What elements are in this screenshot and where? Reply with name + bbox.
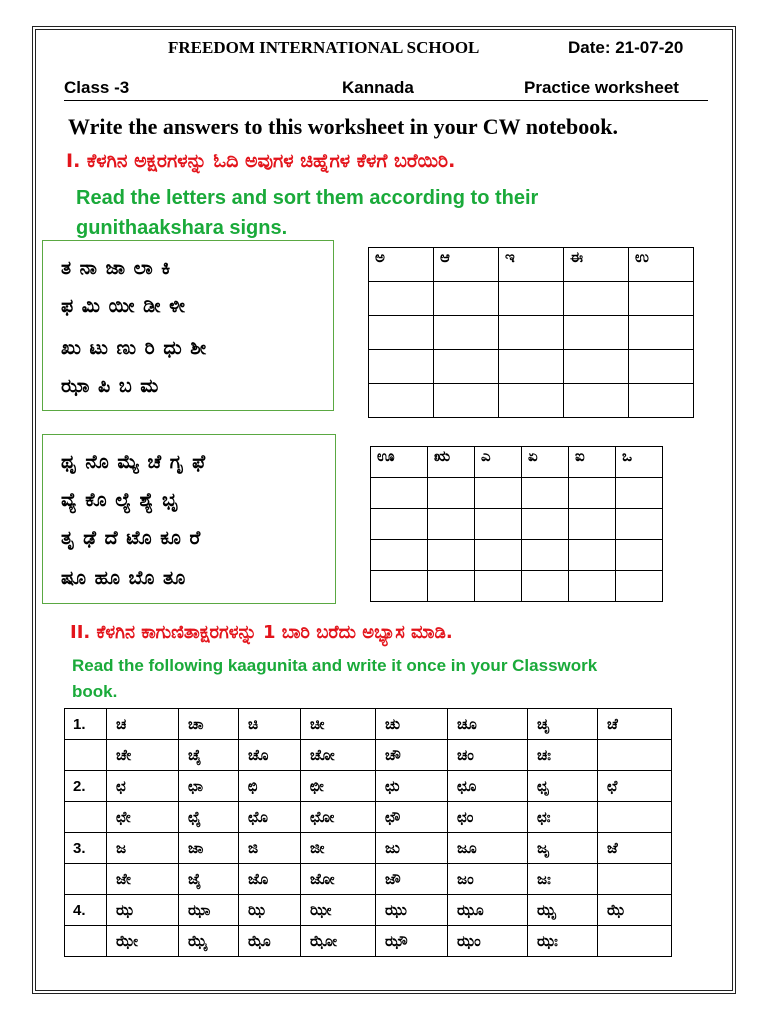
sort-table-2-header: ಒ [616, 447, 663, 478]
kaagunita-cell: ಚೊ [239, 740, 301, 771]
answer-cell[interactable] [522, 571, 569, 602]
kaagunita-cell: ಜೃ [528, 833, 598, 864]
answer-cell[interactable] [569, 571, 616, 602]
kaagunita-cell: ಛೆ [598, 771, 672, 802]
kaagunita-cell: ಛಂ [448, 802, 528, 833]
letters-box-1 [42, 240, 334, 411]
kaagunita-row-number: 4. [65, 895, 107, 926]
kaagunita-row [65, 926, 672, 957]
section1-heading-english-line2: gunithaakshara signs. [76, 217, 288, 239]
kaagunita-cell: ಝಂ [448, 926, 528, 957]
kaagunita-row-number [65, 802, 107, 833]
answer-cell[interactable] [434, 282, 499, 316]
sort-table-1-header: ಉ [629, 248, 694, 282]
school-name: FREEDOM INTERNATIONAL SCHOOL [168, 38, 480, 57]
answer-cell[interactable] [522, 478, 569, 509]
answer-cell[interactable] [475, 509, 522, 540]
kaagunita-cell: ಚೂ [448, 709, 528, 740]
kaagunita-cell [598, 802, 672, 833]
class-label: Class -3 [64, 78, 130, 97]
kaagunita-cell: ಝೂ [448, 895, 528, 926]
sort-table-1-header: ಈ [564, 248, 629, 282]
kaagunita-cell: ಛಾ [179, 771, 239, 802]
kaagunita-cell: ಝೌ [376, 926, 448, 957]
answer-cell[interactable] [428, 540, 475, 571]
kaagunita-cell: ಛೂ [448, 771, 528, 802]
kaagunita-row [65, 740, 672, 771]
section1-heading-kannada: I. ಕೆಳಗಿನ ಅಕ್ಷರಗಳನ್ನು ಓದಿ ಅವುಗಳ ಚಿಹ್ನೆಗಳ ಕೆಳಗೆ ಬರೆಯಿರಿ. [66, 150, 456, 172]
answer-cell[interactable] [428, 571, 475, 602]
sort-table-2-header: ಋ [428, 447, 475, 478]
sort-table-2-header: ಏ [522, 447, 569, 478]
kaagunita-row [65, 771, 672, 802]
answer-cell[interactable] [369, 316, 434, 350]
kaagunita-cell: ಜ [107, 833, 179, 864]
kaagunita-cell: ಚೈ [179, 740, 239, 771]
kaagunita-cell: ಜೀ [301, 833, 376, 864]
sort-table-2 [370, 446, 663, 602]
section1-heading-english-line1: Read the letters and sort them according to their [76, 187, 539, 209]
kaagunita-cell: ಛೋ [301, 802, 376, 833]
kaagunita-cell: ಝಿ [239, 895, 301, 926]
kaagunita-cell: ಛೈ [179, 802, 239, 833]
kaagunita-cell: ಜು [376, 833, 448, 864]
answer-cell[interactable] [616, 509, 663, 540]
answer-cell[interactable] [369, 282, 434, 316]
kaagunita-cell: ಜಾ [179, 833, 239, 864]
kaagunita-cell: ಛು [376, 771, 448, 802]
kaagunita-cell: ಜೇ [107, 864, 179, 895]
kaagunita-cell: ಝೈ [179, 926, 239, 957]
kaagunita-cell [598, 740, 672, 771]
kaagunita-cell: ಝಾ [179, 895, 239, 926]
kaagunita-row-number [65, 740, 107, 771]
answer-cell[interactable] [564, 384, 629, 418]
kaagunita-cell: ಚಂ [448, 740, 528, 771]
sort-table-1 [368, 247, 694, 418]
kaagunita-cell: ಛಿ [239, 771, 301, 802]
general-instruction: Write the answers to this worksheet in your CW notebook. [68, 114, 619, 139]
sort-table-1-header: ಆ [434, 248, 499, 282]
answer-cell[interactable] [564, 350, 629, 384]
kaagunita-cell: ಛೊ [239, 802, 301, 833]
answer-cell[interactable] [434, 384, 499, 418]
kaagunita-cell: ಝೇ [107, 926, 179, 957]
kaagunita-row-number [65, 864, 107, 895]
answer-cell[interactable] [569, 509, 616, 540]
kaagunita-row-number: 2. [65, 771, 107, 802]
kaagunita-cell: ಚೀ [301, 709, 376, 740]
answer-cell[interactable] [371, 540, 428, 571]
kaagunita-cell: ಜಿ [239, 833, 301, 864]
sort-table-1-header: ಇ [499, 248, 564, 282]
kaagunita-row [65, 833, 672, 864]
class-subject-row [64, 76, 708, 101]
answer-cell[interactable] [569, 478, 616, 509]
answer-cell[interactable] [569, 540, 616, 571]
letters-box-1-line: ಖು ಟು ಣು ರಿ ಧು ಶೀ [61, 337, 208, 359]
kaagunita-cell: ಚಿ [239, 709, 301, 740]
kaagunita-cell: ಚಃ [528, 740, 598, 771]
kaagunita-cell: ಜೈ [179, 864, 239, 895]
letters-box-2-line: ತೃ ಢೆ ದೆ ಟೊ ಕೂ ರೆ [61, 527, 202, 549]
kaagunita-cell: ಝೆ [598, 895, 672, 926]
kaagunita-cell: ಛ [107, 771, 179, 802]
kaagunita-table [64, 708, 672, 957]
answer-cell[interactable] [499, 350, 564, 384]
answer-cell[interactable] [522, 540, 569, 571]
answer-cell[interactable] [499, 282, 564, 316]
kaagunita-cell: ಚೇ [107, 740, 179, 771]
answer-cell[interactable] [522, 509, 569, 540]
answer-cell[interactable] [629, 350, 694, 384]
kaagunita-row-number: 3. [65, 833, 107, 864]
kaagunita-cell: ಝು [376, 895, 448, 926]
kaagunita-cell [598, 926, 672, 957]
answer-cell[interactable] [564, 282, 629, 316]
answer-cell[interactable] [434, 350, 499, 384]
kaagunita-row-number [65, 926, 107, 957]
answer-cell[interactable] [428, 509, 475, 540]
kaagunita-cell: ಜೆ [598, 833, 672, 864]
kaagunita-cell: ಚೆ [598, 709, 672, 740]
kaagunita-cell: ಜೂ [448, 833, 528, 864]
answer-cell[interactable] [629, 316, 694, 350]
kaagunita-cell: ಜೌ [376, 864, 448, 895]
answer-cell[interactable] [428, 478, 475, 509]
kaagunita-row [65, 802, 672, 833]
answer-cell[interactable] [475, 571, 522, 602]
kaagunita-cell: ಝ [107, 895, 179, 926]
kaagunita-row [65, 895, 672, 926]
section2-heading-english-line2: book. [72, 682, 118, 701]
letters-box-2-line: ವ್ಯೆ ಕೊ ಲ್ಯೆ ಶ್ಯೆ ಭೃ [61, 489, 180, 511]
letters-box-1-line: ತ ನಾ ಜಾ ಲಾ ಕಿ [61, 257, 172, 279]
answer-cell[interactable] [629, 282, 694, 316]
kaagunita-cell: ಜಃ [528, 864, 598, 895]
section2-heading-english-line1: Read the following kaagunita and write it once in your Classwork [72, 656, 598, 675]
sort-table-2-header: ಐ [569, 447, 616, 478]
kaagunita-cell: ಝೋ [301, 926, 376, 957]
answer-cell[interactable] [616, 478, 663, 509]
kaagunita-cell: ಛೌ [376, 802, 448, 833]
kaagunita-cell: ಚೋ [301, 740, 376, 771]
worksheet-label: Practice worksheet [524, 78, 679, 97]
subject-label: Kannada [342, 78, 414, 97]
kaagunita-cell: ಛಃ [528, 802, 598, 833]
kaagunita-cell: ಛೀ [301, 771, 376, 802]
kaagunita-row-number: 1. [65, 709, 107, 740]
kaagunita-cell: ಜೋ [301, 864, 376, 895]
sort-table-2-header: ಊ [371, 447, 428, 478]
kaagunita-cell: ಜೊ [239, 864, 301, 895]
answer-cell[interactable] [616, 540, 663, 571]
letters-box-2-line: ಥೃ ನೊ ಮ್ಯೆ ಚೆ ಗೃ ಫೆ [61, 451, 207, 473]
kaagunita-cell [598, 864, 672, 895]
answer-cell[interactable] [564, 316, 629, 350]
kaagunita-row [65, 709, 672, 740]
sort-table-1-header: ಅ [369, 248, 434, 282]
answer-cell[interactable] [434, 316, 499, 350]
kaagunita-cell: ಜಂ [448, 864, 528, 895]
worksheet-date: Date: 21-07-20 [568, 38, 684, 57]
answer-cell[interactable] [499, 316, 564, 350]
section2-heading-kannada: II. ಕೆಳಗಿನ ಕಾಗುಣಿತಾಕ್ಷರಗಳನ್ನು 1 ಬಾರಿ ಬರೆದು ಅಭ್ಯಾಸ ಮಾಡಿ. [70, 622, 453, 643]
letters-box-1-line: ಝಾ ಪಿ ಬ ಮ [61, 375, 160, 397]
letters-box-1-line: ಫ ಮಿ ಯೀ ಡೀ ಳೀ [61, 295, 186, 317]
sort-table-2-header: ಎ [475, 447, 522, 478]
kaagunita-cell: ಚೃ [528, 709, 598, 740]
kaagunita-cell: ಚ [107, 709, 179, 740]
answer-cell[interactable] [629, 384, 694, 418]
answer-cell[interactable] [369, 384, 434, 418]
kaagunita-cell: ಝೃ [528, 895, 598, 926]
kaagunita-cell: ಝೊ [239, 926, 301, 957]
answer-cell[interactable] [369, 350, 434, 384]
answer-cell[interactable] [475, 540, 522, 571]
answer-cell[interactable] [616, 571, 663, 602]
answer-cell[interactable] [499, 384, 564, 418]
kaagunita-cell: ಚಾ [179, 709, 239, 740]
kaagunita-cell: ಝಃ [528, 926, 598, 957]
answer-cell[interactable] [371, 509, 428, 540]
answer-cell[interactable] [475, 478, 522, 509]
kaagunita-cell: ಛೇ [107, 802, 179, 833]
kaagunita-cell: ಚು [376, 709, 448, 740]
answer-cell[interactable] [371, 571, 428, 602]
letters-box-2 [42, 434, 336, 604]
answer-cell[interactable] [371, 478, 428, 509]
kaagunita-cell: ಛೃ [528, 771, 598, 802]
kaagunita-row [65, 864, 672, 895]
letters-box-2-line: ಷೂ ಹೂ ಬೊ ತೂ [61, 567, 187, 589]
kaagunita-cell: ಝೀ [301, 895, 376, 926]
kaagunita-cell: ಚೌ [376, 740, 448, 771]
